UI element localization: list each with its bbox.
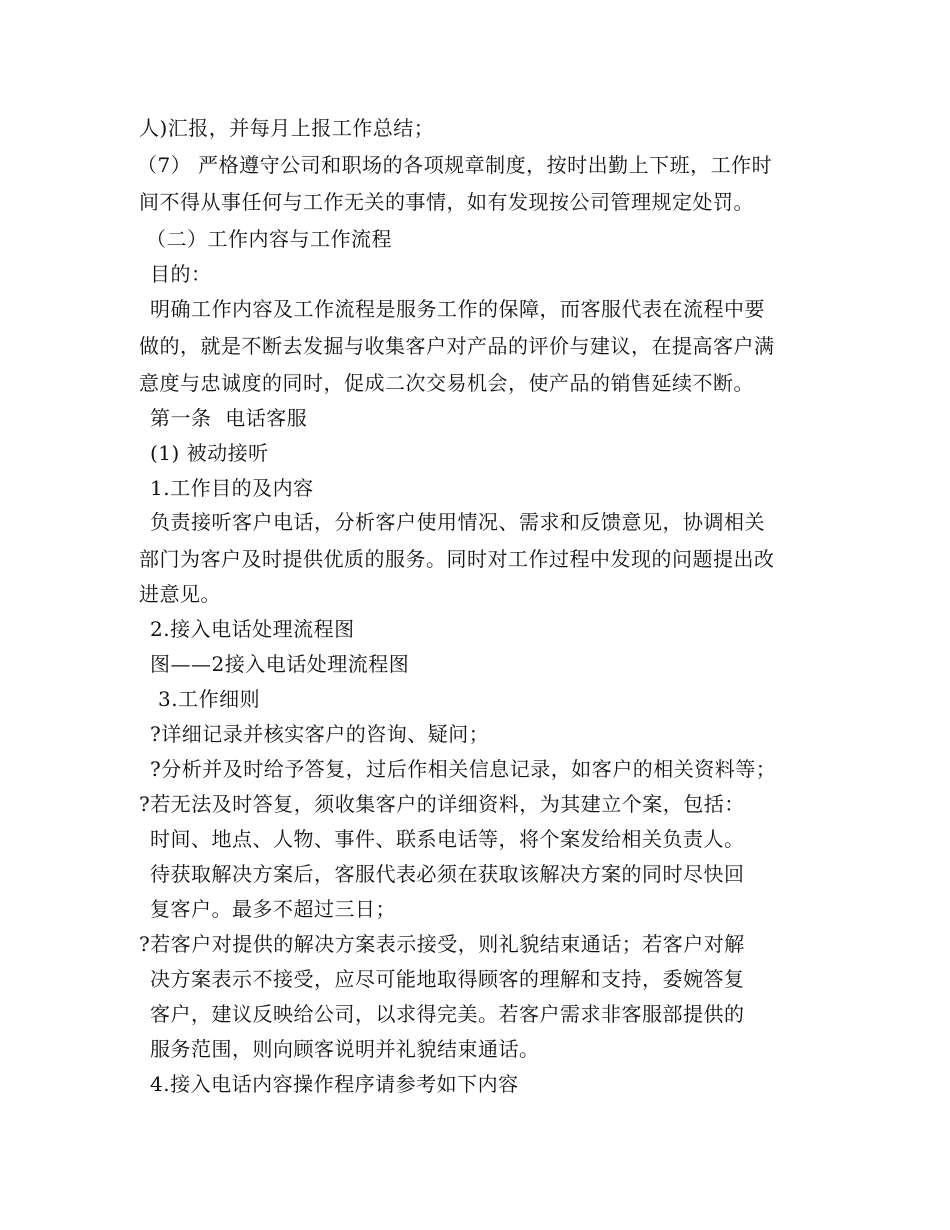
text-line-21: 时间、地点、人物、事件、联系电话等，将个案发给相关负责人。 (150, 827, 745, 851)
bullet-line-3: ?若无法及时答复，须收集客户的详细资料，为其建立个案，包括： (139, 792, 745, 816)
text-line-13: 部门为客户及时提供优质的服务。同时对工作过程中发现的问题提出改 (139, 547, 775, 571)
text-line-1: 人)汇报，并每月上报工作总结； (139, 116, 435, 140)
text-line-3: 间不得从事任何与工作无关的事情，如有发现按公司管理规定处罚。 (139, 190, 754, 214)
item-heading-4: 4.接入电话内容操作程序请参考如下内容 (150, 1072, 519, 1096)
bullet-line-2: ?分析并及时给予答复，过后作相关信息记录，如客户的相关资料等； (150, 757, 777, 781)
text-line-26: 客户，建议反映给公司，以求得完美。若客户需求非客服部提供的 (150, 1002, 745, 1026)
item-heading-2: 2.接入电话处理流程图 (150, 617, 355, 641)
text-line-8: 意度与忠诚度的同时，促成二次交易机会，使产品的销售延续不断。 (139, 371, 754, 395)
purpose-label: 目的： (150, 262, 212, 286)
subsection-heading: (1) 被动接听 (150, 441, 269, 465)
text-line-14: 进意见。 (139, 582, 221, 606)
text-line-6: 明确工作内容及工作流程是服务工作的保障，而客服代表在流程中要 (150, 297, 765, 321)
text-line-7: 做的，就是不断去发掘与收集客户对产品的评价与建议，在提高客户满 (139, 334, 775, 358)
bullet-line-4: ?若客户对提供的解决方案表示接受，则礼貌结束通话；若客户对解 (139, 932, 745, 956)
text-line-23: 复客户。最多不超过三日； (150, 897, 396, 921)
section-heading: （二）工作内容与工作流程 (146, 227, 392, 251)
item-heading-3: 3.工作细则 (158, 687, 261, 711)
figure-caption: 图——2接入电话处理流程图 (150, 652, 410, 676)
text-line-27: 服务范围，则向顾客说明并礼貌结束通话。 (150, 1037, 540, 1061)
text-line-22: 待获取解决方案后，客服代表必须在获取该解决方案的同时尽快回 (150, 862, 745, 886)
text-line-25: 决方案表示不接受，应尽可能地取得顾客的理解和支持，委婉答复 (150, 967, 745, 991)
bullet-line-1: ?详细记录并核实客户的咨询、疑问； (150, 722, 490, 746)
item-heading-1: 1.工作目的及内容 (150, 476, 314, 500)
text-line-12: 负责接听客户电话，分析客户使用情况、需求和反馈意见，协调相关 (150, 510, 765, 534)
text-line-2: （7） 严格遵守公司和职场的各项规章制度，按时出勤上下班，工作时 (137, 153, 773, 177)
article-heading: 第一条 电话客服 (150, 406, 308, 430)
